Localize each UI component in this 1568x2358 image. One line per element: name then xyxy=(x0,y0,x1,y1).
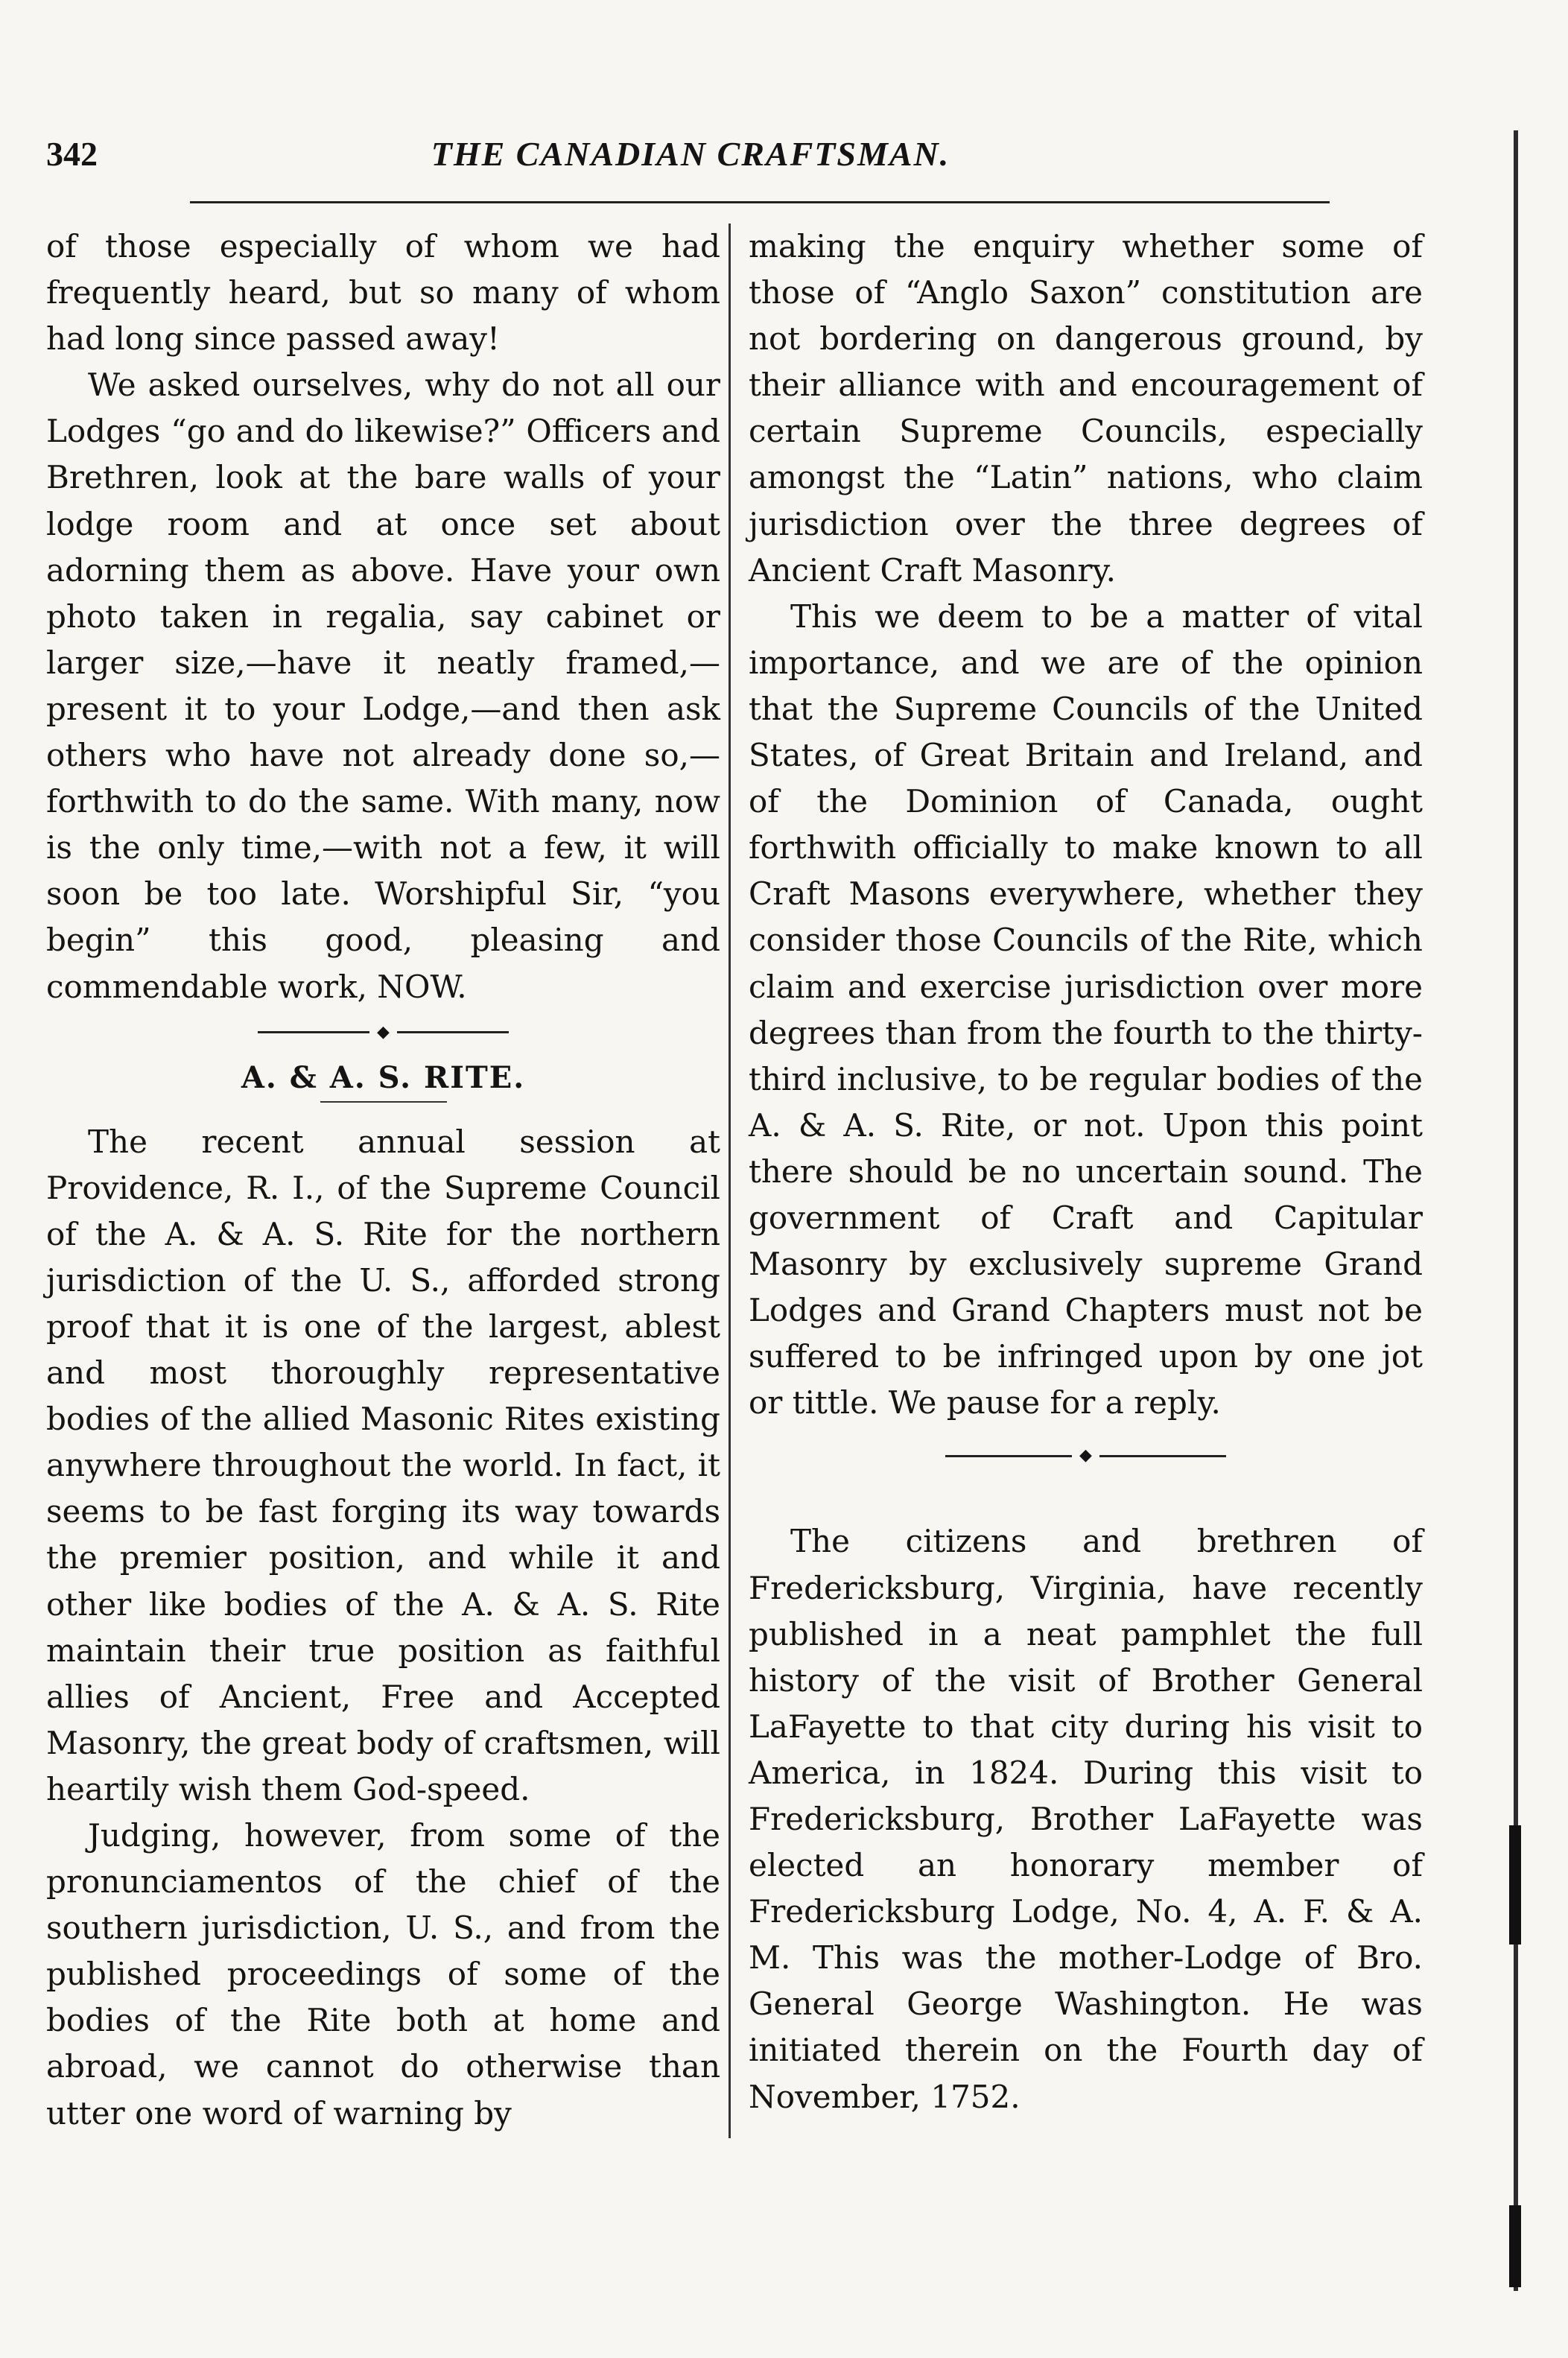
page-edge-shadow xyxy=(1514,130,1518,2291)
title-rule xyxy=(46,1101,720,1119)
diamond-ornament-icon: ◆ xyxy=(1079,1446,1092,1465)
diamond-ornament-icon: ◆ xyxy=(377,1022,390,1042)
header-rule xyxy=(190,201,1330,203)
right-paragraph-3: The citizens and brethren of Fredericksburg, Virginia, have recently published in a neat pamphlet the full history of the visit of Brother General LaFayette to that city during his visit to America, in 1824. During this visit to Fredericksburg, Brother LaFayette was elected an honorary member of Fredericksburg Lodge, No. 4, A. F. & A. M. This was the mother-Lodge of Bro. General George Washington. He was initiated therein on the Fourth day of November, 1752. xyxy=(749,1523,1423,2115)
left-paragraph-3: The recent annual session at Providence, R. I., of the Supreme Council of the A. & A. S. Rite for the northern jurisdiction of the U. S., afforded strong proof that it is one of the largest, ablest and most thoroughly representative bodies of the allied Masonic Rites existing anywhere throughout the world. In fact, it seems to be fast forging its way towards the premier position, and while it and other like bodies of the A. & A. S. Rite maintain their true position as faithful allies of Ancient, Free and Accepted Masonry, the great body of craftsmen, will heartily wish them God-speed. xyxy=(46,1123,720,1807)
left-paragraph-4: Judging, however, from some of the pronunciamentos of the chief of the southern jurisdiction, U. S., and from the published proceedings of some of the bodies of the Rite both at home and abroad, we cannot do otherwise than utter one word of warning by xyxy=(46,1817,720,2132)
right-paragraph-1: making the enquiry whether some of those of “Anglo Saxon” constitution are not bordering on dangerous ground, by their alliance with and encouragement of certain Supreme Councils, especially amongst the “Latin” nations, who claim jurisdiction over the three degrees of Ancient Craft Masonry. xyxy=(749,228,1423,589)
left-paragraph-1: of those especially of whom we had frequently heard, but so many of whom had long since passed away! xyxy=(46,228,720,358)
section-ornament-right xyxy=(749,1426,1423,1486)
column-divider xyxy=(729,224,731,2138)
section-title: A. & A. S. RITE. xyxy=(241,1059,526,1095)
left-paragraph-2-text: We asked ourselves, why do not all our Lodges “go and do likewise?” Officers and Brethren, look at the bare walls of your lodge room and at once set about adorning them as above. Have your own photo taken in regalia, say cabinet or larger size,—have it neatly framed,—present it to your Lodge,—and then ask others who have not already done so,—forthwith to do the same. With many, now is the only time,—with not a few, it will soon be too late. Worshipful Sir, “you begin” this good, pleasing and commendable work, xyxy=(46,367,720,1005)
left-paragraph-2 xyxy=(46,362,720,1010)
left-column xyxy=(46,224,720,2137)
page-header xyxy=(46,134,1335,186)
page-edge-mark xyxy=(1509,1825,1521,1945)
section-ornament xyxy=(46,1010,720,1055)
right-column xyxy=(749,224,1423,2120)
running-title: THE CANADIAN CRAFTSMAN. xyxy=(431,135,950,173)
now-word: NOW. xyxy=(377,968,467,1005)
right-paragraph-2: This we deem to be a matter of vital importance, and we are of the opinion that the Supreme Councils of the United States, of Great Britain and Ireland, and of the Dominion of Canada, ought forthwith officially to make known to all Craft Masons everywhere, whether they consider those Councils of the Rite, which claim and exercise jurisdiction over more degrees than from the fourth to the thirty-third inclusive, to be regular bodies of the A. & A. S. Rite, or not. Upon this point there should be no uncertain sound. The government of Craft and Capitular Masonry by exclusively supreme Grand Lodges and Grand Chapters must not be suffered to be infringed upon by one jot or tittle. We pause for a reply. xyxy=(749,598,1423,1422)
page-edge-mark xyxy=(1509,2205,1521,2287)
page-number: 342 xyxy=(46,135,98,173)
